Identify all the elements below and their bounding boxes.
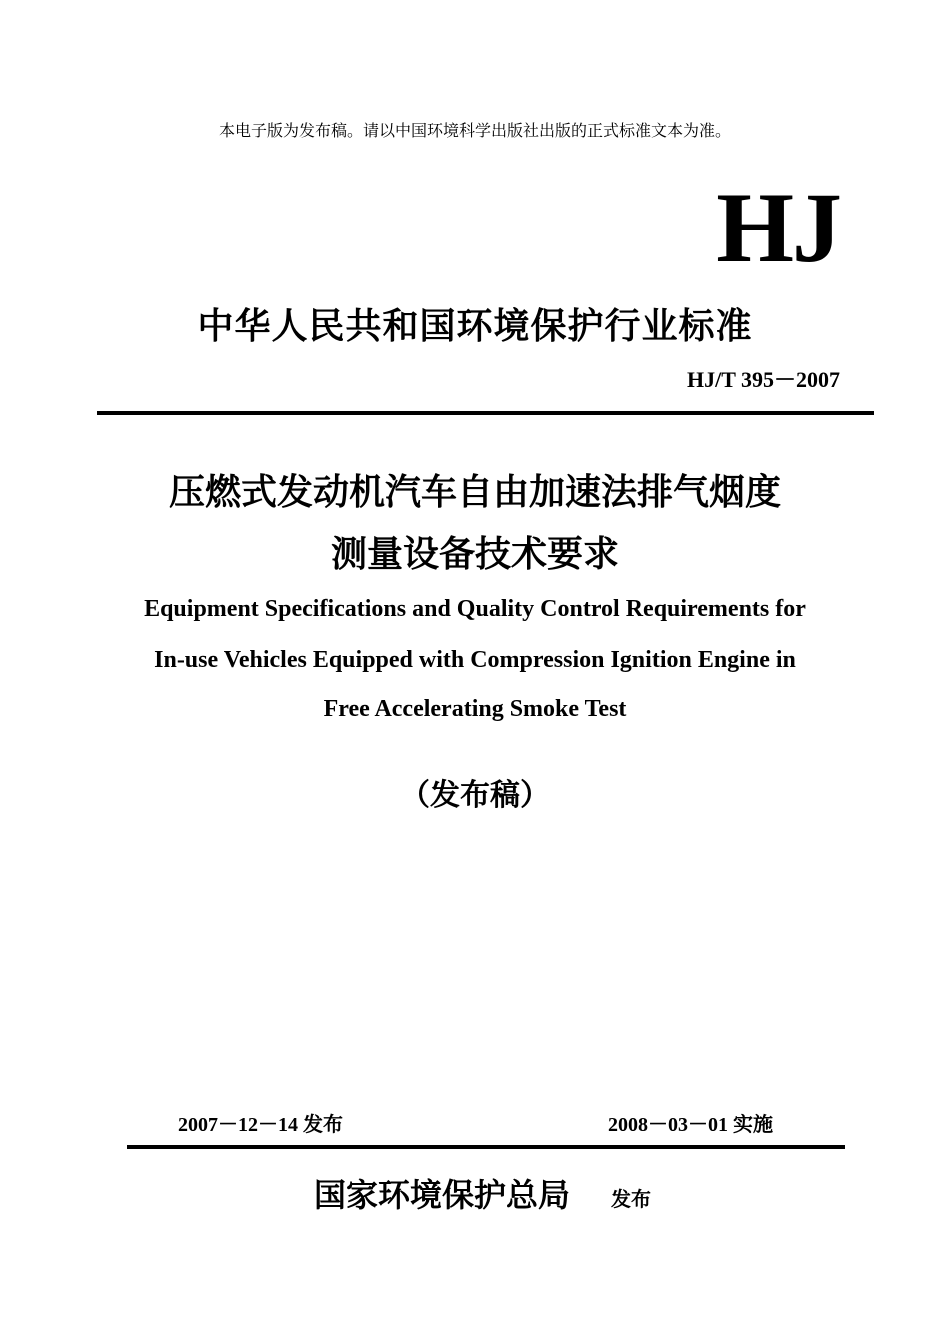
bottom-divider: [127, 1145, 845, 1149]
title-cn-line2: 测量设备技术要求: [330, 534, 619, 575]
draft-label: （发布稿）: [400, 778, 550, 813]
electronic-version-notice: 本电子版为发布稿。请以中国环境科学出版社出版的正式标准文本为准。: [218, 121, 731, 140]
hj-logo: HJ: [716, 172, 840, 283]
publisher-name: 国家环境保护总局: [314, 1176, 571, 1214]
title-cn-line1: 压燃式发动机汽车自由加速法排气烟度: [168, 472, 781, 513]
issue-date: 2007－12－14 发布: [178, 1114, 343, 1136]
top-divider: [97, 411, 874, 415]
publish-label: 发布: [611, 1187, 651, 1211]
implementation-date: 2008－03－01 实施: [608, 1114, 773, 1136]
title-en-line2: In-use Vehicles Equipped with Compression Ignition Engine in: [154, 647, 796, 673]
title-en-line3: Free Accelerating Smoke Test: [323, 696, 627, 722]
standard-category: 中华人民共和国环境保护行业标准: [197, 306, 753, 347]
standard-number: HJ/T 395－2007: [686, 367, 840, 392]
title-en-line1: Equipment Specifications and Quality Control Requirements for: [144, 596, 806, 622]
